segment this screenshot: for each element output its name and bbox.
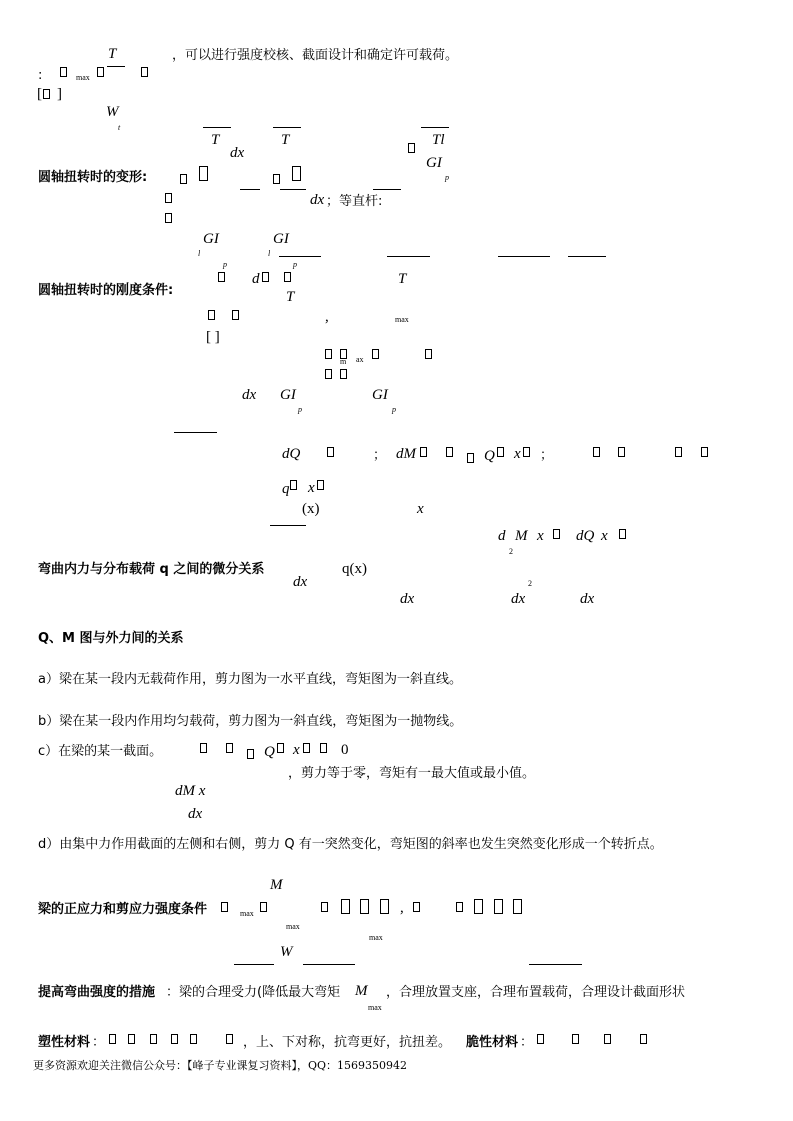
deformation-note: ；等直杆:	[326, 194, 383, 209]
bend-dx4: dx	[580, 591, 595, 607]
equals-symbol	[284, 272, 291, 282]
bend-dx3: dx	[511, 591, 526, 607]
fraction-bar	[240, 189, 260, 190]
sub-symbol	[640, 1034, 647, 1044]
equals-symbol	[327, 447, 334, 457]
stiffness-dx: dx	[242, 387, 257, 403]
underline	[529, 964, 582, 965]
y-symbol	[109, 1034, 116, 1044]
equals-symbol	[446, 447, 453, 457]
theta-symbol	[325, 349, 332, 359]
stiffness-p1: p	[298, 405, 302, 414]
bend-M: M	[515, 528, 528, 544]
paren-symbol	[200, 743, 207, 753]
deform-T1: T	[211, 132, 220, 148]
stiffness-d: d	[252, 271, 260, 287]
bend-x4: x	[537, 528, 544, 544]
stiffness-label: 圆轴扭转时的刚度条件:	[38, 283, 174, 298]
overline	[203, 127, 231, 128]
bend-qx: q(x)	[342, 561, 367, 577]
deform-p2: p	[223, 260, 227, 269]
tau-symbol	[413, 902, 420, 912]
sub-symbol	[128, 1034, 135, 1044]
max-subscript: max	[76, 73, 90, 82]
beam-max3: max	[369, 933, 383, 942]
sub-symbol	[572, 1034, 579, 1044]
paren-symbol	[226, 743, 233, 753]
stiffness-m: m	[340, 357, 347, 366]
brittle-label: 脆性材料	[466, 1035, 519, 1050]
deform-l1: l	[198, 249, 201, 258]
y-symbol	[604, 1034, 611, 1044]
deform-Tl: Tl	[432, 132, 445, 148]
bend-Q: Q	[484, 448, 495, 464]
phi-symbol	[165, 193, 172, 203]
qm-title: Q、M 图与外力间的关系	[38, 631, 184, 646]
bend-semicolon1: ；	[373, 448, 387, 463]
stiffness-max: max	[395, 315, 409, 324]
qm-c-note: ，剪力等于零，弯矩有一最大值或最小值。	[288, 766, 536, 781]
stiffness-GI2: GI	[372, 387, 388, 403]
theta-symbol	[218, 272, 225, 282]
phi-symbol	[408, 143, 415, 153]
phi-symbol	[165, 213, 172, 223]
phi-symbol	[180, 174, 187, 184]
tau-symbol	[60, 67, 67, 77]
paren-symbol	[593, 447, 600, 457]
integral-symbol	[199, 166, 208, 181]
bend-two2: 2	[528, 579, 532, 588]
bracket-symbol	[513, 899, 522, 914]
stiffness-p2: p	[392, 405, 396, 414]
beam-M: M	[270, 877, 283, 893]
bracket-symbol	[474, 899, 483, 914]
bend-d: d	[498, 528, 506, 544]
fraction-bar	[498, 256, 550, 257]
leq-symbol	[232, 310, 239, 320]
fraction-bar	[568, 256, 606, 257]
deformation-label: 圆轴扭转时的变形:	[38, 170, 148, 185]
deform-p3: p	[293, 260, 297, 269]
sub-symbol	[226, 1034, 233, 1044]
paren-symbol	[618, 447, 625, 457]
stiffness-T1: T	[398, 271, 407, 287]
beam-max1: max	[240, 909, 254, 918]
y-symbol	[537, 1034, 544, 1044]
paren-symbol	[701, 447, 708, 457]
improve-text2: ，合理放置支座，合理布置载荷，合理设计截面形状	[386, 985, 686, 1000]
underline	[303, 964, 355, 965]
qm-item-a: a）梁在某一段内无载荷作用，剪力图为一水平直线，弯矩图为一斜直线。	[38, 672, 462, 687]
qm-c-zero: 0	[341, 742, 349, 758]
qm-item-d: d）由集中力作用截面的左侧和右侧，剪力 Q 有一突然变化，弯矩图的斜率也发生突然变化形成一个转折点。	[38, 837, 663, 852]
plastic-text: ，上、下对称，抗弯更好，抗扭差。	[243, 1035, 452, 1050]
leq-symbol	[141, 67, 148, 77]
stiffness-bracket: [ ]	[206, 329, 220, 345]
bend-x2: x	[308, 480, 315, 496]
paren-symbol	[303, 743, 310, 753]
deform-GI2: GI	[203, 231, 219, 247]
qm-c-x: x	[293, 742, 300, 758]
bend-x1: x	[514, 446, 521, 462]
bracket-left: [	[37, 86, 42, 102]
plastic-colon: ：	[92, 1035, 106, 1050]
torsion-strength-colon: :	[38, 68, 43, 83]
equals-symbol	[320, 743, 327, 753]
fraction-bar	[107, 66, 125, 67]
sub-symbol	[190, 1034, 197, 1044]
fraction-bar	[270, 525, 306, 526]
fraction-bar	[280, 189, 306, 190]
theta-symbol	[340, 369, 347, 379]
beam-max2: max	[286, 922, 300, 931]
stiffness-GI1: GI	[280, 387, 296, 403]
deform-dx1: dx	[230, 145, 245, 161]
bend-dQ: dQ	[282, 446, 301, 462]
improve-text1: ：梁的合理受力(降低最大弯矩	[166, 985, 341, 1000]
torsion-strength-W: W	[106, 104, 119, 120]
bend-dQx: dQ	[576, 528, 595, 544]
qm-item-c: c）在梁的某一截面。	[38, 744, 163, 759]
subscript-t: t	[118, 123, 121, 132]
leq-symbol	[321, 902, 328, 912]
overline	[421, 127, 449, 128]
fraction-bar	[387, 256, 430, 257]
qm-c-dx: dx	[188, 806, 203, 822]
overline	[273, 127, 301, 128]
bend-dx2: dx	[400, 591, 415, 607]
paren-symbol	[675, 447, 682, 457]
torsion-strength-note: ，可以进行强度校核、截面设计和确定许可载荷。	[172, 48, 459, 63]
bend-x3: x	[417, 501, 424, 517]
stiffness-T2: T	[286, 289, 295, 305]
improve-max: max	[368, 1003, 382, 1012]
equals-symbol	[260, 902, 267, 912]
integral-symbol	[292, 166, 301, 181]
bend-two1: 2	[509, 547, 513, 556]
paren-symbol	[317, 480, 324, 490]
equals-symbol	[247, 749, 254, 759]
torsion-strength-T: T	[108, 46, 117, 62]
fraction-bar	[174, 432, 217, 433]
bend-dx1: dx	[293, 574, 308, 590]
equals-symbol	[467, 453, 474, 463]
bend-q: q	[282, 481, 290, 497]
phi-symbol	[273, 174, 280, 184]
equals-symbol	[372, 349, 379, 359]
deform-GI1: GI	[426, 155, 442, 171]
y-symbol	[171, 1034, 178, 1044]
underline	[234, 964, 274, 965]
bracket-symbol	[341, 899, 350, 914]
bend-semicolon2: ；	[540, 448, 554, 463]
brittle-colon: ：	[520, 1035, 534, 1050]
paren-symbol	[497, 447, 504, 457]
deform-l2: l	[268, 249, 271, 258]
paren-symbol	[420, 447, 427, 457]
beam-comma: ,	[400, 900, 404, 916]
improve-M: M	[355, 983, 368, 999]
beam-strength-label: 梁的正应力和剪应力强度条件	[38, 902, 208, 917]
equals-symbol	[150, 1034, 157, 1044]
stiffness-ax: ax	[356, 355, 364, 364]
deform-T2: T	[281, 132, 290, 148]
qm-item-b: b）梁在某一段内作用均匀载荷，剪力图为一斜直线，弯矩图为一抛物线。	[38, 714, 463, 729]
theta-symbol	[325, 369, 332, 379]
paren-symbol	[290, 480, 297, 490]
paren-symbol	[553, 529, 560, 539]
footer-text: 更多资源欢迎关注微信公众号：【峰子专业课复习资料】，QQ：1569350942	[33, 1059, 408, 1072]
theta-symbol	[208, 310, 215, 320]
phi-symbol	[262, 272, 269, 282]
deform-p1: p	[445, 173, 449, 182]
deform-GI3: GI	[273, 231, 289, 247]
equals-symbol	[97, 67, 104, 77]
stiffness-comma: ,	[325, 309, 329, 325]
improve-label: 提高弯曲强度的措施	[38, 985, 156, 1000]
sigma-symbol	[360, 899, 369, 914]
qm-c-Q: Q	[264, 744, 275, 760]
deform-dx2: dx	[310, 192, 325, 208]
sigma-symbol	[221, 902, 228, 912]
leq-symbol	[425, 349, 432, 359]
paren-symbol	[523, 447, 530, 457]
bracket-right: ]	[57, 86, 62, 102]
beam-W: W	[280, 944, 293, 960]
bend-x5: x	[601, 528, 608, 544]
plastic-label: 塑性材料	[38, 1035, 91, 1050]
bend-paren-x: (x)	[302, 501, 320, 517]
bending-label: 弯曲内力与分布载荷 q 之间的微分关系	[38, 562, 265, 577]
qm-c-dMx: dM x	[175, 783, 206, 799]
fraction-bar	[279, 256, 321, 257]
fraction-bar	[373, 189, 401, 190]
paren-symbol	[619, 529, 626, 539]
tau-allow-symbol	[43, 89, 50, 99]
bracket-symbol	[380, 899, 389, 914]
bend-dM: dM	[396, 446, 416, 462]
tau-symbol	[494, 899, 503, 914]
paren-symbol	[277, 743, 284, 753]
leq-symbol	[456, 902, 463, 912]
